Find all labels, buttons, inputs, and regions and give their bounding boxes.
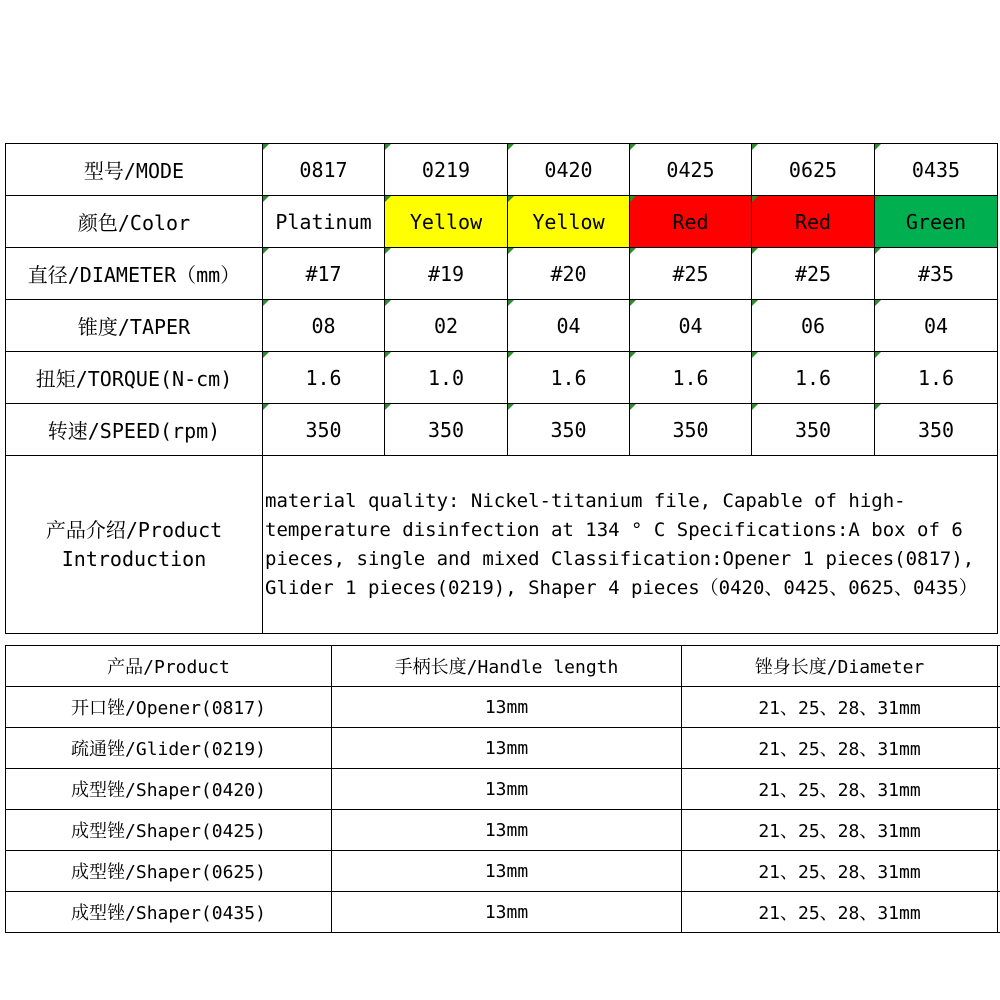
size-header-cell: 锉身长度/Diameter [682, 646, 998, 687]
size-cell: 21、25、28、31mm [682, 810, 998, 851]
spec-cell: 350 [875, 404, 998, 456]
spec-row-label: 转速/SPEED(rpm) [6, 404, 263, 456]
spec-cell: #25 [752, 248, 875, 300]
intro-row [6, 456, 998, 634]
spec-cell: 0425 [630, 144, 752, 196]
spec-cell: 04 [508, 300, 630, 352]
spec-cell: 08 [263, 300, 385, 352]
spec-row-label: 颜色/Color [6, 196, 263, 248]
size-cell: 21、25、28、31mm [682, 851, 998, 892]
size-row [6, 810, 1000, 851]
spec-row [6, 196, 998, 248]
spec-row [6, 144, 998, 196]
size-cell: 13mm [332, 892, 682, 933]
spec-cell: Green [875, 196, 998, 248]
spec-cell: 350 [263, 404, 385, 456]
size-row [6, 728, 1000, 769]
spec-cell: 350 [385, 404, 508, 456]
spec-cell: 350 [508, 404, 630, 456]
spec-cell: 1.6 [263, 352, 385, 404]
size-cell: 成型锉/Shaper(0625) [6, 851, 332, 892]
spec-row [6, 404, 998, 456]
size-cell: 13mm [332, 687, 682, 728]
spec-cell: 0219 [385, 144, 508, 196]
size-row [6, 892, 1000, 933]
size-header-cell: 产品/Product [6, 646, 332, 687]
size-cell: 21、25、28、31mm [682, 728, 998, 769]
spec-cell: 02 [385, 300, 508, 352]
spec-cell: #19 [385, 248, 508, 300]
spec-cell: #17 [263, 248, 385, 300]
intro-label: 产品介绍/Product Introduction [6, 456, 263, 634]
spec-cell: Red [630, 196, 752, 248]
spec-cell: 0420 [508, 144, 630, 196]
spec-cell: 0817 [263, 144, 385, 196]
spec-cell: #35 [875, 248, 998, 300]
spec-cell: 1.0 [385, 352, 508, 404]
spec-cell: 0435 [875, 144, 998, 196]
size-cell: 疏通锉/Glider(0219) [6, 728, 332, 769]
spec-row-label: 直径/DIAMETER（mm） [6, 248, 263, 300]
spec-row [6, 352, 998, 404]
spec-cell: 06 [752, 300, 875, 352]
spec-cell: #25 [630, 248, 752, 300]
spec-cell: 1.6 [752, 352, 875, 404]
size-cell: 21、25、28、31mm [682, 769, 998, 810]
size-table [5, 645, 1000, 933]
spec-row-label: 扭矩/TORQUE(N-cm) [6, 352, 263, 404]
size-cell: 开口锉/Opener(0817) [6, 687, 332, 728]
size-cell: 21、25、28、31mm [682, 687, 998, 728]
size-cell: 成型锉/Shaper(0420) [6, 769, 332, 810]
size-cell: 13mm [332, 769, 682, 810]
size-row [6, 851, 1000, 892]
size-cell: 21、25、28、31mm [682, 892, 998, 933]
spec-cell: 0625 [752, 144, 875, 196]
size-cell: 13mm [332, 728, 682, 769]
spec-cell: Yellow [508, 196, 630, 248]
size-row [6, 687, 1000, 728]
spec-cell: 04 [630, 300, 752, 352]
spec-cell: 350 [630, 404, 752, 456]
spec-cell: 1.6 [508, 352, 630, 404]
size-header-cell: 手柄长度/Handle length [332, 646, 682, 687]
spec-cell: 350 [752, 404, 875, 456]
size-cell: 成型锉/Shaper(0435) [6, 892, 332, 933]
spec-row-label: 型号/MODE [6, 144, 263, 196]
size-cell: 13mm [332, 810, 682, 851]
intro-text: material quality: Nickel-titanium file, Capable of high-temperature disinfection at 134 ° C Specifications:A box of 6 pieces, single and mixed Classification:Opener 1 pieces(0817), Glider 1 pieces(0219), Shaper 4 pieces（0420、0425、0625、0435） [263, 456, 998, 634]
spec-table [5, 143, 998, 634]
spec-cell: Platinum [263, 196, 385, 248]
spec-row-label: 锥度/TAPER [6, 300, 263, 352]
spec-cell: Yellow [385, 196, 508, 248]
size-table-header [6, 646, 1000, 687]
spec-cell: 1.6 [875, 352, 998, 404]
size-row [6, 769, 1000, 810]
spec-cell: 04 [875, 300, 998, 352]
size-cell: 13mm [332, 851, 682, 892]
spec-cell: #20 [508, 248, 630, 300]
spec-cell: Red [752, 196, 875, 248]
size-cell: 成型锉/Shaper(0425) [6, 810, 332, 851]
spec-cell: 1.6 [630, 352, 752, 404]
spec-row [6, 248, 998, 300]
spec-row [6, 300, 998, 352]
